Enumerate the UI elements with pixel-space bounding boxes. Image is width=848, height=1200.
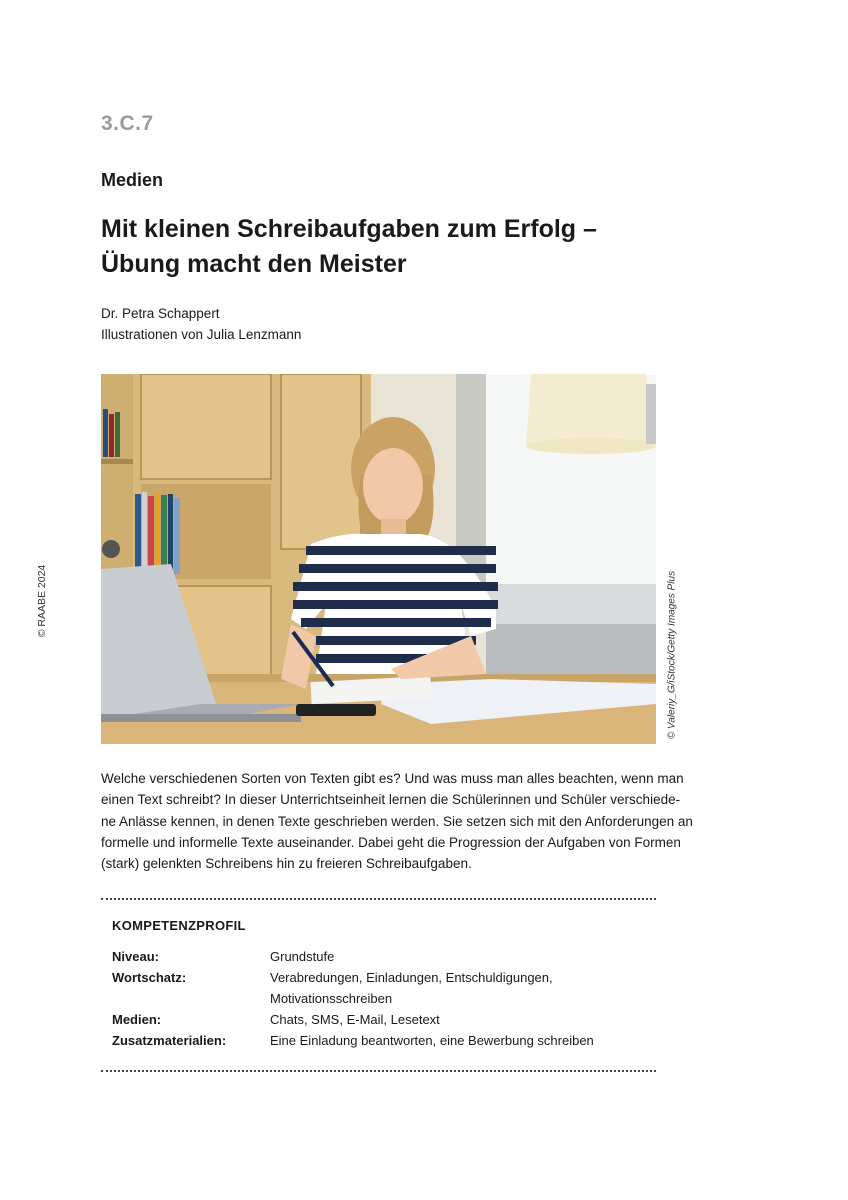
unit-code: 3.C.7 bbox=[101, 112, 154, 135]
author-block bbox=[101, 303, 301, 345]
intro-paragraph bbox=[101, 768, 693, 874]
kompetenz-label: Zusatzmaterialien: bbox=[112, 1033, 227, 1048]
title-line-2: Übung macht den Meister bbox=[101, 250, 407, 278]
student-writing-illustration bbox=[101, 374, 656, 744]
page-title bbox=[101, 212, 661, 282]
kompetenz-label: Medien: bbox=[112, 1012, 162, 1027]
kompetenz-value: Grundstufe bbox=[270, 949, 335, 964]
illustrator-name: Illustrationen von Julia Lenzmann bbox=[101, 327, 302, 342]
section-label: Medien bbox=[101, 170, 164, 190]
kompetenz-value: Verabredungen, Einladungen, Entschuldigungen, bbox=[270, 970, 553, 985]
intro-line: formelle und informelle Texte auseinander. Dabei geht die Progression der Aufgaben von Formen bbox=[101, 834, 681, 850]
kompetenz-title: KOMPETENZPROFIL bbox=[112, 918, 246, 933]
kompetenz-value: Eine Einladung beantworten, eine Bewerbung schreiben bbox=[270, 1033, 594, 1048]
divider-top bbox=[101, 898, 656, 900]
divider-bottom bbox=[101, 1070, 656, 1072]
author-name: Dr. Petra Schappert bbox=[101, 306, 220, 321]
photo-credit: © Valeriy_G/iStock/Getty Images Plus bbox=[666, 570, 678, 740]
kompetenz-label: Niveau: bbox=[112, 949, 159, 964]
copyright-note: © RAABE 2024 bbox=[36, 564, 48, 638]
kompetenz-label: Wortschatz: bbox=[112, 970, 187, 985]
title-line-1: Mit kleinen Schreibaufgaben zum Erfolg – bbox=[101, 215, 597, 243]
kompetenz-value: Chats, SMS, E-Mail, Lesetext bbox=[270, 1012, 440, 1027]
kompetenz-value-cont: Motivationsschreiben bbox=[270, 991, 393, 1006]
cover-photo bbox=[101, 374, 656, 744]
intro-line: Welche verschiedenen Sorten von Texten gibt es? Und was muss man alles beachten, wenn man bbox=[101, 771, 684, 786]
intro-line: ne Anlässe kennen, in denen Texte geschrieben werden. Sie setzen sich mit den Anforderungen an bbox=[101, 813, 693, 829]
intro-line: einen Text schreibt? In dieser Unterrichtseinheit lernen die Schülerinnen und Schüler verschiede- bbox=[101, 792, 681, 808]
intro-line: (stark) gelenkten Schreibens hin zu freieren Schreibaufgaben. bbox=[101, 856, 472, 872]
